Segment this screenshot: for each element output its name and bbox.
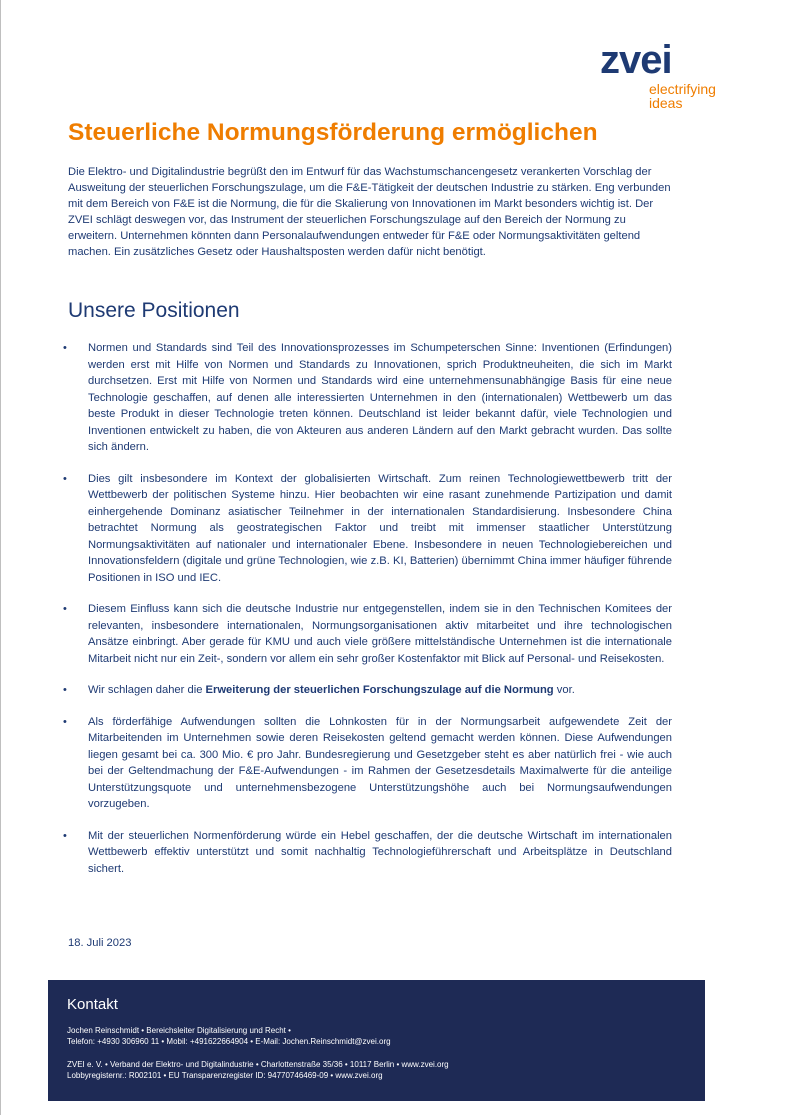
intro-paragraph: Die Elektro- und Digitalindustrie begrüßt den im Entwurf für das Wachstumschancengesetz verankerten Vorschlag der Ausweitung der steuerlichen Forschungszulage, um die F&E-Tätigkeit der deutschen Industrie zu stärken. Eng verbunden mit dem Bereich von F&E ist die Normung, die für die Skalierung von Innovationen im Markt besonders wichtig ist. Der ZVEI schlägt deswegen vor, das Instrument der steuerlichen Forschungszulage auf den Bereich der Normung zu erweitern. Unternehmen könnten dann Personalaufwendungen entweder für F&E oder Normungsaktivitäten geltend machen. Ein zusätzliches Gesetz oder Haushaltsposten werden dafür nicht benötigt. [68, 166, 671, 258]
position-item-6 [60, 828, 672, 878]
position-item-1 [60, 340, 672, 456]
position-item-4 [60, 682, 672, 699]
positions-list [60, 340, 700, 892]
page-edge-line [0, 0, 1, 1115]
bullet-icon: • [63, 684, 67, 696]
bullet-icon: • [63, 472, 67, 485]
position-text-4-before: Wir schlagen daher die [88, 684, 206, 696]
contact-box [48, 980, 705, 1101]
zvei-logo [600, 40, 740, 120]
position-item-2 [60, 471, 672, 587]
position-text-5: Als förderfähige Aufwendungen sollten die Lohnkosten für in der Normungsarbeit aufgewendete Zeit der Mitarbeitenden im Unternehmen sowie deren Reisekosten geltend gemacht werden können. Diese Aufwendungen liegen gesamt bei ca. 300 Mio. € pro Jahr. Bundesregierung und Gesetzgeber steht es aber natürlich frei - wie auch bei der Geltendmachung der F&E-Aufwendungen - im Rahmen der Gesetzesdetails Maximalwerte für die anteilige Unterstützungsquote und unternehmensbezogene Unterstützungshöhe auch bei Normungsaufwendungen vorzugeben. [88, 715, 672, 810]
contact-organization-line: ZVEI e. V. • Verband der Elektro- und Digitalindustrie • Charlottenstraße 35/36 • 10117 Berlin • www.zvei.org [67, 1060, 449, 1069]
logo-tagline-line-2: ideas [649, 95, 683, 111]
bullet-icon: • [63, 603, 67, 615]
bullet-icon: • [63, 829, 67, 842]
position-item-3 [60, 601, 672, 667]
position-text-4-bold: Erweiterung der steuerlichen Forschungszulage auf die Normung [205, 684, 554, 696]
contact-phone-email-line: Telefon: +4930 306960 11 • Mobil: +491622664904 • E-Mail: Jochen.Reinschmidt@zvei.org [67, 1037, 391, 1046]
bullet-icon: • [63, 715, 67, 728]
position-text-1: Normen und Standards sind Teil des Innovationsprozesses im Schumpeterschen Sinne: Inventionen (Erfindungen) werden erst mit Hilfe von Normen und Standards zu Innovationen, sprich Produktneuheiten, die sich im Markt durchsetzen. Erst mit Hilfe von Normen und Standards wird eine unternehmensunabhängige Basis für eine neue Technologie geschaffen, auf denen alle interessierten Unternehmen in den (internationalen) Wettbewerb um das beste Produkt in dieser Technologie treten können. Deutschland ist leider bekannt dafür, viele Technologien und Inventionen entwickelt zu haben, die von Akteuren aus anderen Ländern auf den Markt gebracht wurden. Das sollte sich ändern. [88, 342, 672, 453]
position-text-3: Diesem Einfluss kann sich die deutsche Industrie nur entgegenstellen, indem sie in den Technischen Komitees der relevanten, insbesondere internationalen, Normungsorganisationen aktiv mitarbeitet und ihre technologischen Ansätze einbringt. Aber gerade für KMU und auch viele größere mittelständische Unternehmen ist die internationale Mitarbeit nicht nur ein Zeit-, sondern vor allem ein sehr großer Kostenfaktor mit Blick auf Personal- und Reisekosten. [88, 603, 672, 665]
contact-person-line: Jochen Reinschmidt • Bereichsleiter Digitalisierung und Recht • [67, 1026, 291, 1035]
document-title: Steuerliche Normungsförderung ermöglichen [68, 119, 598, 146]
document-date: 18. Juli 2023 [68, 937, 132, 949]
position-text-6: Mit der steuerlichen Normenförderung würde ein Hebel geschaffen, der die deutsche Wirtschaft im internationalen Wettbewerb effektiv unterstützt und somit nachhaltig Technologieführerschaft und Arbeitsplätze in Deutschland sichert. [88, 829, 672, 875]
logo-tagline-line-1: electrifying [649, 81, 716, 97]
contact-heading: Kontakt [67, 996, 118, 1013]
position-text-2: Dies gilt insbesondere im Kontext der globalisierten Wirtschaft. Zum reinen Technologiewettbewerb tritt der Wettbewerb der politischen Systeme hinzu. Hier beobachten wir eine rasant zunehmende Partizipation und damit einhergehende Dominanz asiatischer Teilnehmer in der internationalen Standardisierung. Insbesondere China betrachtet Normung als geostrategischen Faktor und treibt mit immenser staatlicher Unterstützung Normungsaktivitäten auf nationaler und internationaler Ebene. Insbesondere in neuen Technologiebereichen und Innovationsfeldern (digitale und grüne Technologien, wie z.B. KI, Batterien) übernimmt China immer häufiger führende Positionen in ISO und IEC. [88, 472, 672, 584]
logo-wordmark: zvei [600, 38, 672, 82]
bullet-icon: • [63, 342, 67, 354]
positions-heading: Unsere Positionen [68, 299, 240, 322]
position-text-4-after: vor. [553, 684, 575, 696]
contact-register-line: Lobbyregisternr.: R002101 • EU Transparenzregister ID: 94770746469-09 • www.zvei.org [67, 1071, 383, 1080]
position-item-5 [60, 714, 672, 813]
